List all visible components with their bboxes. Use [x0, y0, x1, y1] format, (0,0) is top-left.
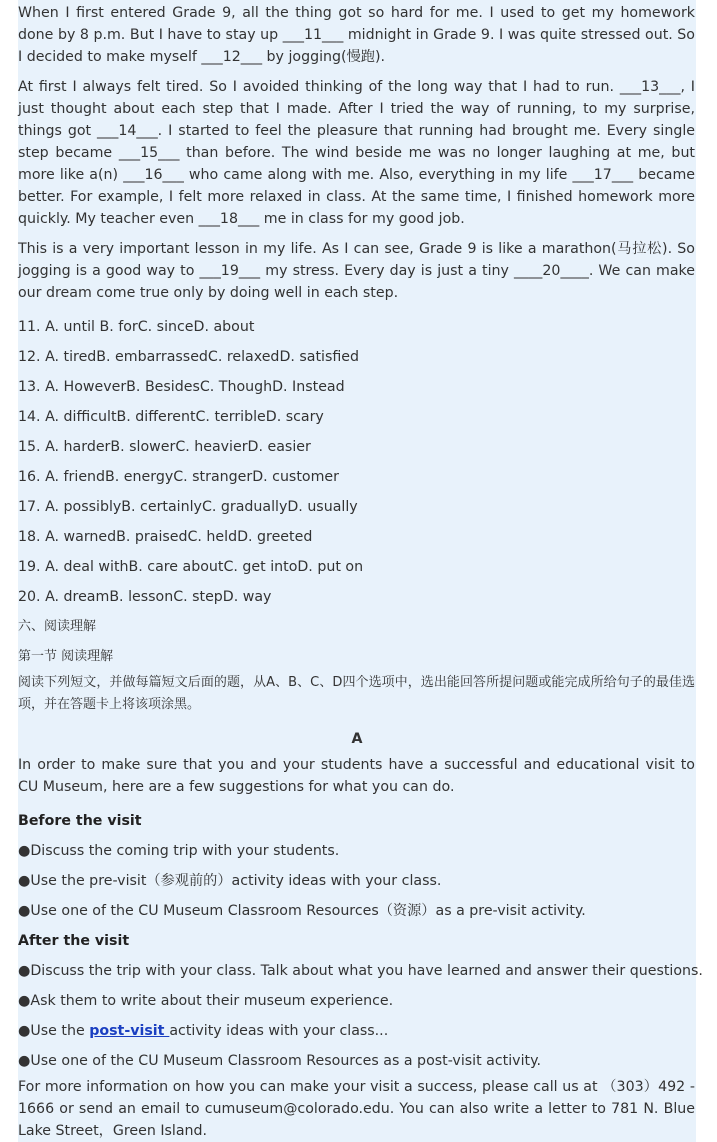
document-body: [18, 0, 703, 1142]
section-instructions: 阅读下列短文，并做每篇短文后面的题，从A、B、C、D四个选项中，选出能回答所提问题或能完成所给句子的最佳选项，并在答题卡上将该项涂黑。: [18, 675, 695, 712]
question-20: 20. A. dreamB. lessonC. stepD. way: [18, 589, 272, 605]
contact-info: For more information on how you can make your visit a success, please call us at （303）492 - 1666 or send an email to cumuseum@colorado.edu. You can also write a letter to 781 N. Blue Lake Street，Green Island.: [18, 1079, 695, 1139]
after-item-3-prefix: ●Use the: [18, 1023, 90, 1039]
section-subheading: 第一节 阅读理解: [18, 649, 114, 664]
question-13: 13. A. HoweverB. BesidesC. ThoughD. Instead: [18, 379, 345, 395]
question-16: 16. A. friendB. energyC. strangerD. customer: [18, 469, 339, 485]
after-item-4: ●Use one of the CU Museum Classroom Resources as a post-visit activity.: [18, 1053, 541, 1069]
passage-paragraph-1: When I first entered Grade 9, all the thing got so hard for me. I used to get my homework done by 8 p.m. But I have to stay up ___11___ midnight in Grade 9. I was quite stressed out. So I decided to make myself ___12___ by jogging(慢跑).: [18, 5, 695, 65]
before-item-3: ●Use one of the CU Museum Classroom Resources（资源）as a pre-visit activity.: [18, 903, 586, 919]
question-12: 12. A. tiredB. embarrassedC. relaxedD. satisfied: [18, 349, 360, 365]
question-11: 11. A. until B. forC. sinceD. about: [18, 319, 255, 335]
before-item-2: ●Use the pre-visit（参观前的）activity ideas with your class.: [18, 873, 442, 889]
after-item-3-suffix: activity ideas with your class...: [169, 1023, 389, 1039]
before-visit-heading: Before the visit: [18, 813, 142, 829]
after-item-3: [18, 1016, 696, 1046]
after-visit-heading: After the visit: [18, 933, 130, 949]
article-label: A: [351, 731, 363, 747]
post-visit-link[interactable]: post-visit: [89, 1023, 170, 1039]
passage-paragraph-2: At first I always felt tired. So I avoided thinking of the long way that I had to run. ___13___, I just thought about each step that I made. After I tried the way of running, to my surprise, things got ___14___. I started to feel the pleasure that running had brought me. Every single step became ___15___ than before. The wind beside me was no longer laughing at me, but more like a(n) ___16___ who came along with me. Also, everything in my life ___17___ became better. For example, I felt more relaxed in class. At the same time, I finished homework more quickly. My teacher even ___18___ me in class for my good job.: [18, 79, 695, 227]
question-19: 19. A. deal withB. care aboutC. get intoD. put on: [18, 559, 364, 575]
question-17: 17. A. possiblyB. certainlyC. graduallyD. usually: [18, 499, 358, 515]
after-item-1: ●Discuss the trip with your class. Talk about what you have learned and answer their questions.: [18, 963, 703, 979]
section-heading: 六、阅读理解: [18, 619, 97, 634]
passage-paragraph-3: This is a very important lesson in my life. As I can see, Grade 9 is like a marathon(马拉松). So jogging is a good way to ___19___ my stress. Every day is just a tiny ____20____. We can make our dream come true only by doing well in each step.: [18, 241, 695, 301]
question-14: 14. A. difficultB. differentC. terribleD. scary: [18, 409, 324, 425]
article-intro: In order to make sure that you and your students have a successful and educational visit to CU Museum, here are a few suggestions for what you can do.: [18, 757, 695, 795]
question-18: 18. A. warnedB. praisedC. heldD. greeted: [18, 529, 313, 545]
question-15: 15. A. harderB. slowerC. heavierD. easier: [18, 439, 311, 455]
after-item-2: ●Ask them to write about their museum experience.: [18, 993, 394, 1009]
question-list: [18, 312, 696, 612]
before-item-1: ●Discuss the coming trip with your students.: [18, 843, 340, 859]
